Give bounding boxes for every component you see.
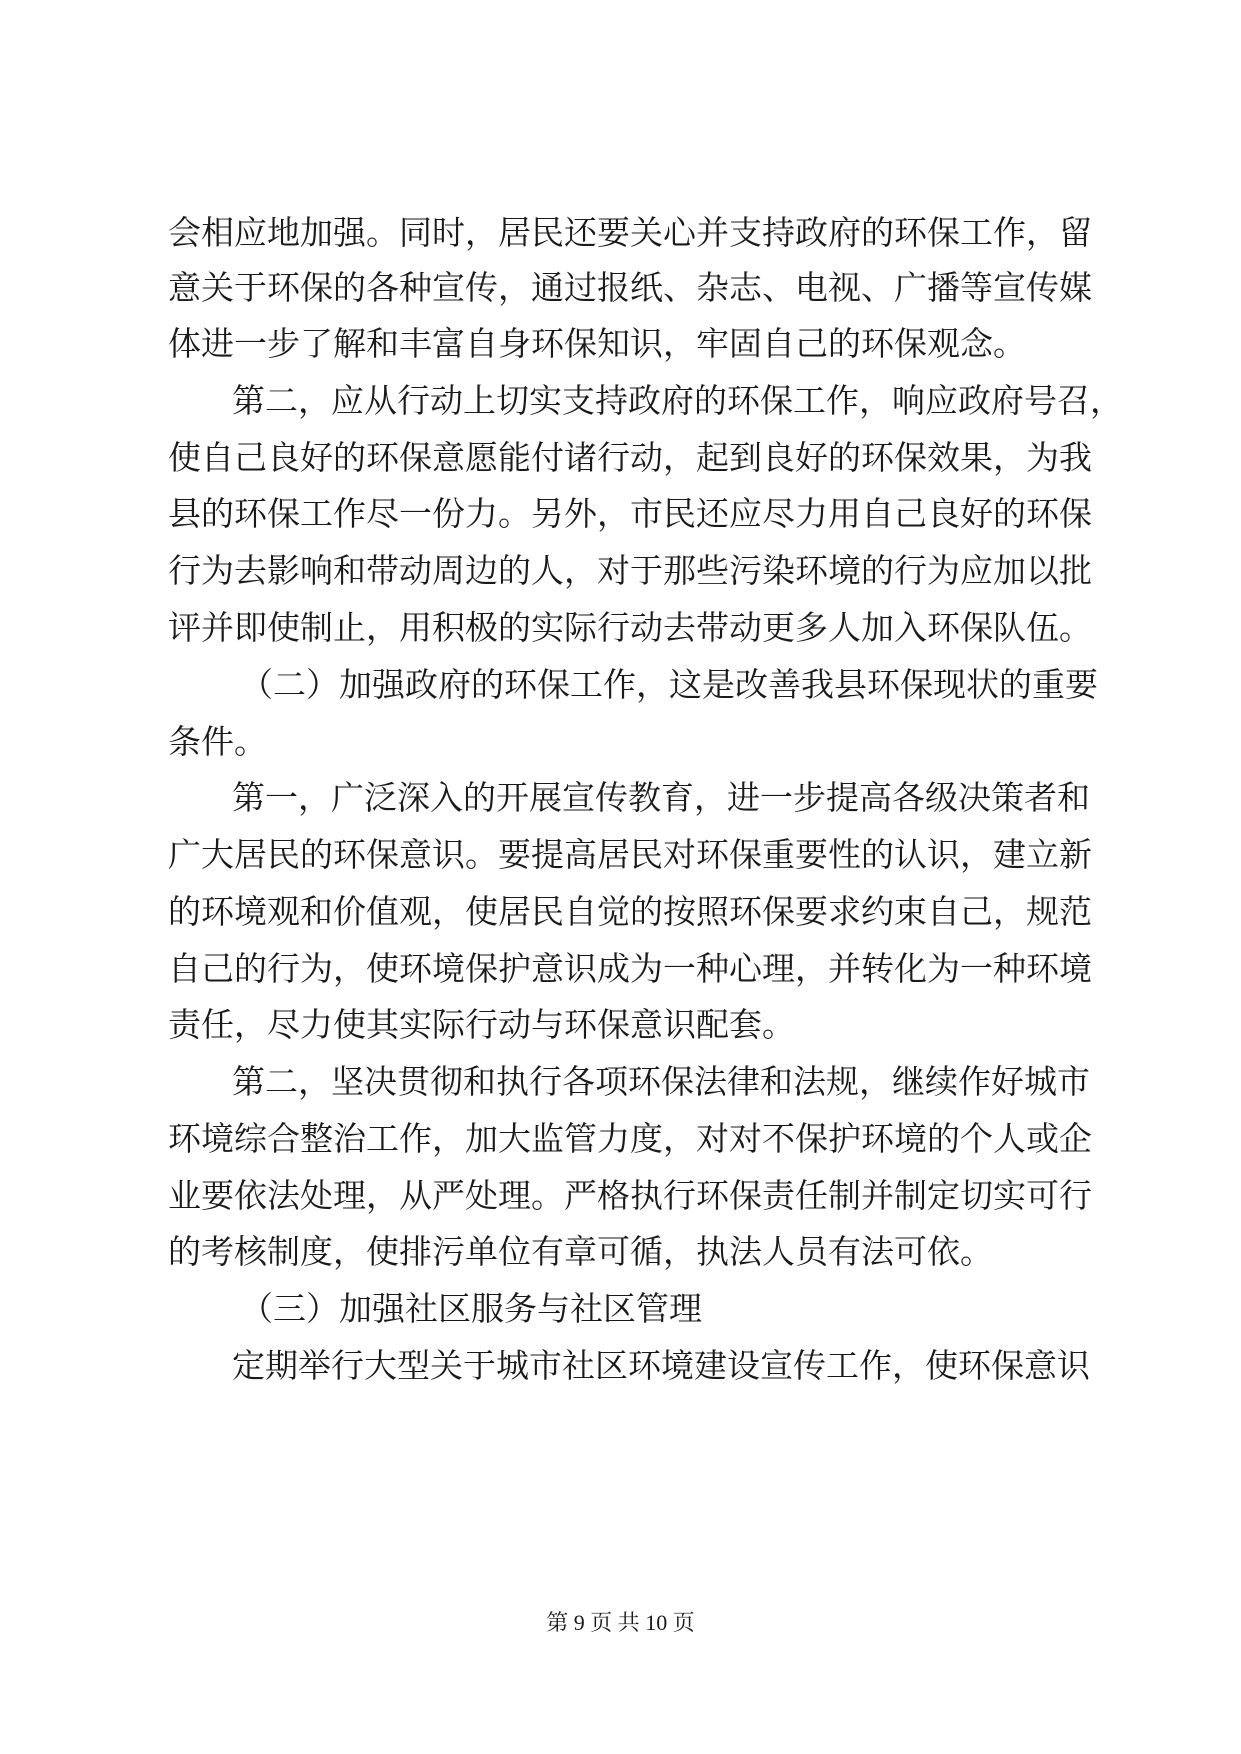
- text-line-12: 广大居民的环保意识。要提高居民对环保重要性的认识，建立新: [168, 835, 1092, 874]
- text-line-3: 体进一步了解和丰富自身环保知识，牢固自己的环保观念。: [168, 324, 1026, 363]
- text-line-7: 行为去影响和带动周边的人，对于那些污染环境的行为应加以批: [168, 551, 1092, 590]
- section-heading-3: （三）加强社区服务与社区管理: [240, 1289, 702, 1328]
- text-line-2: 意关于环保的各种宣传，通过报纸、杂志、电视、广播等宣传媒: [168, 268, 1092, 307]
- text-line-11: 第一，广泛深入的开展宣传教育，进一步提高各级决策者和: [232, 778, 1090, 817]
- text-line-8: 评并即使制止，用积极的实际行动去带动更多人加入环保队伍。: [168, 608, 1092, 647]
- text-line-14: 自己的行为，使环境保护意识成为一种心理，并转化为一种环境: [168, 949, 1092, 988]
- text-line-18: 业要依法处理，从严处理。严格执行环保责任制并制定切实可行: [168, 1176, 1092, 1215]
- text-line-1: 会相应地加强。同时，居民还要关心并支持政府的环保工作，留: [168, 213, 1092, 252]
- text-line-15: 责任，尽力使其实际行动与环保意识配套。: [168, 1005, 795, 1044]
- text-line-21: 定期举行大型关于城市社区环境建设宣传工作，使环保意识: [232, 1346, 1090, 1385]
- text-line-17: 环境综合整治工作，加大监管力度，对对不保护环境的个人或企: [168, 1119, 1092, 1158]
- text-line-4: 第二，应从行动上切实支持政府的环保工作，响应政府号召，: [232, 381, 1123, 420]
- text-line-5: 使自己良好的环保意愿能付诸行动，起到良好的环保效果，为我: [168, 438, 1092, 477]
- text-line-6: 县的环保工作尽一份力。另外，市民还应尽力用自己良好的环保: [168, 494, 1092, 533]
- text-line-19: 的考核制度，使排污单位有章可循，执法人员有法可依。: [168, 1232, 993, 1271]
- section-heading-2: （二）加强政府的环保工作，这是改善我县环保现状的重要: [240, 665, 1098, 704]
- text-line-10: 条件。: [168, 722, 267, 761]
- text-line-16: 第二，坚决贯彻和执行各项环保法律和法规，继续作好城市: [232, 1062, 1090, 1101]
- text-line-13: 的环境观和价值观，使居民自觉的按照环保要求约束自己，规范: [168, 892, 1092, 931]
- page-footer: 第 9 页 共 10 页: [546, 1610, 695, 1635]
